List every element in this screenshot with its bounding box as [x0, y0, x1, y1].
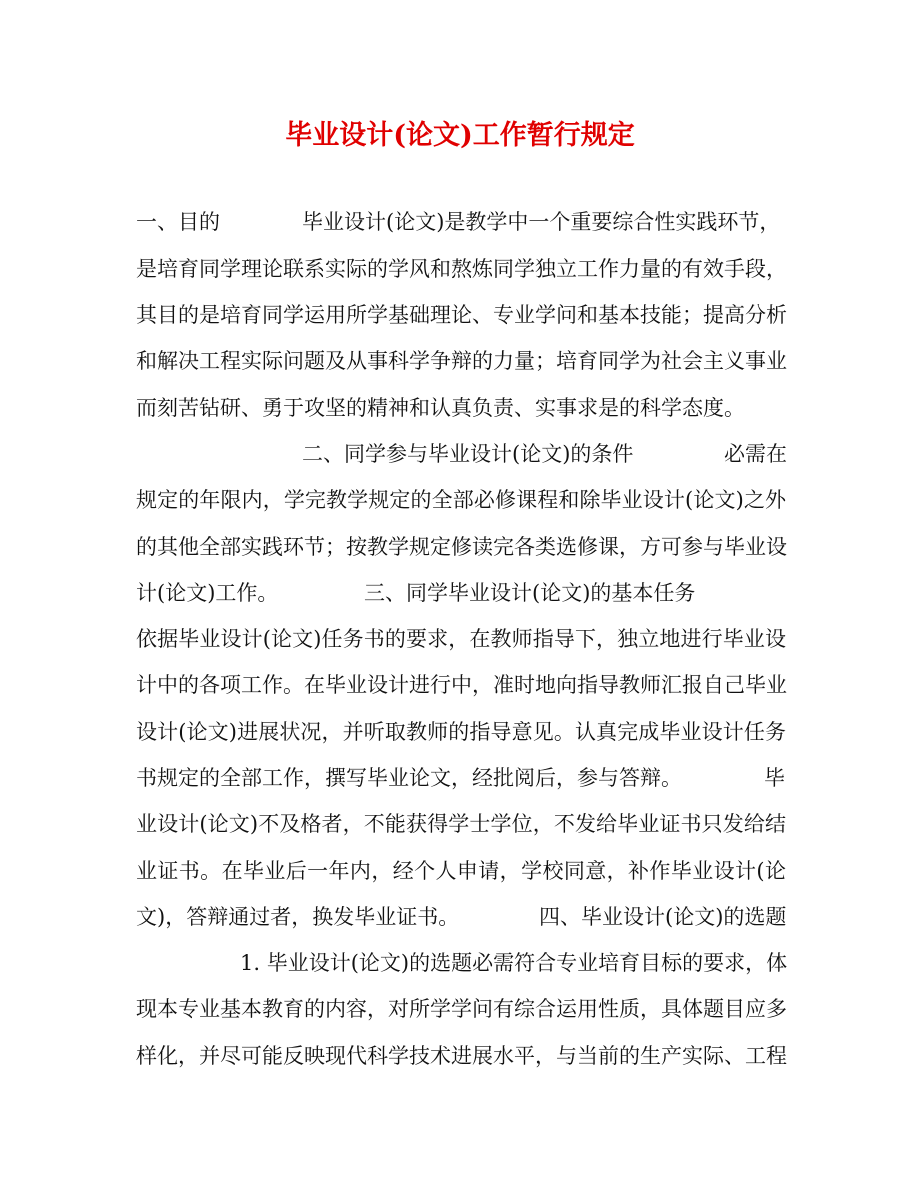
- text-line: [136, 576, 786, 610]
- text-segment: 样化，并尽可能反映现代科学技术进展水平，与当前的生产实际、工程: [136, 1044, 787, 1068]
- text-line: [136, 715, 786, 749]
- text-line: [136, 391, 786, 425]
- text-line: [136, 205, 786, 239]
- text-segment: 业证书。在毕业后一年内，经个人申请，学校同意，补作毕业设计(论: [136, 859, 787, 883]
- text-segment: 现本专业基本教育的内容，对所学学问有综合运用性质，具体题目应多: [136, 997, 787, 1021]
- text-segment: 是培育同学理论联系实际的学风和熬炼同学独立工作力量的有效手段，: [136, 257, 787, 281]
- text-segment: 一、目的: [136, 210, 220, 234]
- text-line: [136, 344, 786, 378]
- text-segment: 毕: [764, 766, 785, 790]
- text-segment: 业设计(论文)不及格者，不能获得学士学位，不发给毕业证书只发给结: [136, 812, 787, 836]
- text-line: [136, 946, 786, 980]
- text-line: [136, 854, 786, 888]
- text-line: [136, 668, 786, 702]
- text-line: [136, 1039, 786, 1073]
- text-segment: 而刻苦钻研、勇于攻坚的精神和认真负责、实事求是的科学态度。: [136, 396, 745, 420]
- text-segment: 依据毕业设计(论文)任务书的要求，在教师指导下，独立地进行毕业设: [136, 627, 787, 651]
- text-line: [136, 252, 786, 286]
- text-segment: 的其他全部实践环节；按教学规定修读完各类选修课，方可参与毕业设: [136, 535, 787, 559]
- text-line: [136, 437, 786, 471]
- text-segment: 二、同学参与毕业设计(论文)的条件: [302, 442, 634, 466]
- text-segment: 必需在: [724, 442, 787, 466]
- text-segment: 计中的各项工作。在毕业设计进行中，准时地向指导教师汇报自己毕业: [136, 673, 787, 697]
- text-segment: 计(论文)工作。: [136, 581, 279, 605]
- text-segment: 毕业设计(论文)是教学中一个重要综合性实践环节，: [302, 210, 781, 234]
- text-segment: 和解决工程实际问题及从事科学争辩的力量；培育同学为社会主义事业: [136, 349, 787, 373]
- text-segment: 设计(论文)进展状况，并听取教师的指导意见。认真完成毕业设计任务: [136, 720, 787, 744]
- document-title: 毕业设计(论文)工作暂行规定: [285, 120, 635, 151]
- text-line: [136, 900, 786, 934]
- text-segment: 文)，答辩通过者，换发毕业证书。: [136, 905, 460, 929]
- text-line: [136, 992, 786, 1026]
- text-line: [136, 483, 786, 517]
- text-segment: 1. 毕业设计(论文)的选题必需符合专业培育目标的要求，体: [240, 951, 788, 975]
- text-segment: 其目的是培育同学运用所学基础理论、专业学问和基本技能；提高分析: [136, 303, 787, 327]
- text-segment: 三、同学毕业设计(论文)的基本任务: [364, 581, 696, 605]
- text-line: [136, 807, 786, 841]
- text-segment: 规定的年限内，学完教学规定的全部必修课程和除毕业设计(论文)之外: [136, 488, 787, 512]
- text-segment: 四、毕业设计(论文)的选题: [539, 905, 787, 929]
- text-segment: 书规定的全部工作，撰写毕业论文，经批阅后，参与答辩。: [136, 766, 682, 790]
- text-line: [136, 530, 786, 564]
- text-line: [136, 761, 786, 795]
- text-line: [136, 298, 786, 332]
- text-line: [136, 622, 786, 656]
